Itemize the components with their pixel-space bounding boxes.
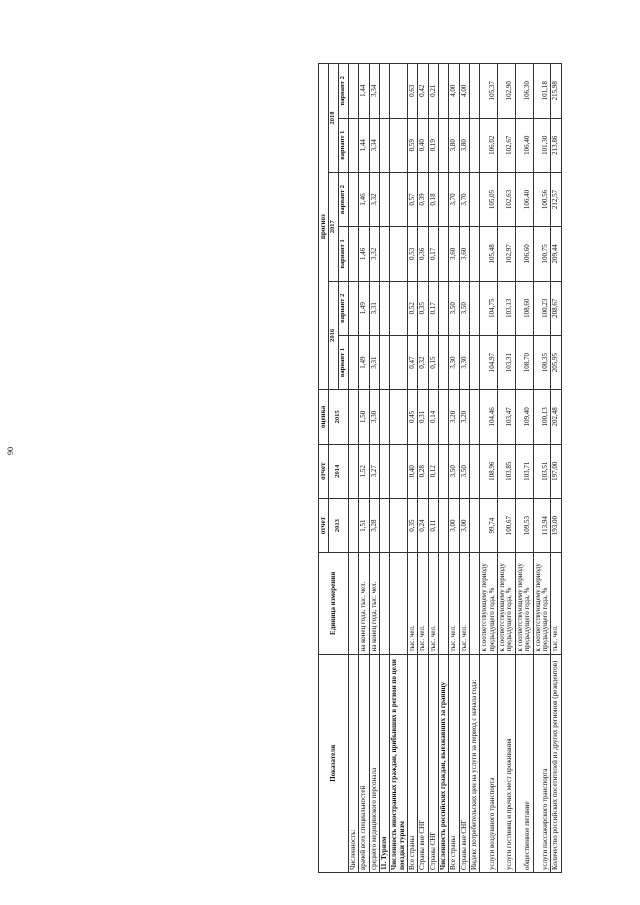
value-cell: 0,47 [408,335,418,389]
value-cell [380,281,390,335]
value-cell [380,172,390,226]
value-cell [439,444,449,498]
row-label: Количество российских посетителей из других регионов (резидентов) [551,654,561,872]
value-cell: 3,20 [459,390,469,444]
row-unit: на конец года, тыс. чел. [359,553,369,654]
row-label: общественное питание [515,654,533,872]
value-cell: 1,49 [359,335,369,389]
value-cell [380,390,390,444]
value-cell: 0,45 [408,390,418,444]
variant-2: вариант 2 [339,64,349,119]
value-cell: 102,90 [498,64,516,119]
value-cell: 1,44 [359,118,369,172]
value-cell [439,172,449,226]
row-label: Численность: [348,654,358,872]
variant-2: вариант 2 [339,281,349,335]
value-cell: 0,14 [428,390,438,444]
value-cell: 3,60 [459,227,469,281]
value-cell: 4,00 [459,64,469,119]
value-cell: 103,51 [533,444,551,498]
row-label: Все страны [449,654,459,872]
row-unit [390,553,408,654]
row-unit: тыс. чел. [449,553,459,654]
data-table [318,63,562,873]
value-cell: 1,52 [359,444,369,498]
value-cell: 103,85 [498,444,516,498]
value-cell: 0,35 [408,498,418,552]
value-cell: 106,40 [515,172,533,226]
value-cell: 3,28 [369,498,379,552]
value-cell: 4,00 [449,64,459,119]
value-cell: 0,24 [418,498,428,552]
value-cell: 109,40 [515,390,533,444]
value-cell [390,227,408,281]
value-cell: 0,42 [418,64,428,119]
year-2014: 2014 [329,444,349,498]
value-cell: 0,28 [418,444,428,498]
value-cell [380,64,390,119]
value-cell: 3,30 [459,335,469,389]
table-row [449,64,459,873]
variant-1: вариант 1 [339,118,349,172]
row-unit: тыс. чел. [418,553,428,654]
row-unit: тыс. чел. [408,553,418,654]
value-cell [470,444,480,498]
value-cell [348,172,358,226]
row-label: Все страны [408,654,418,872]
value-cell: 1,51 [359,498,369,552]
value-cell [439,64,449,119]
value-cell [380,335,390,389]
value-cell [439,335,449,389]
value-cell [470,281,480,335]
value-cell: 103,13 [498,281,516,335]
row-label: услуги пассажирского транспорта [533,654,551,872]
value-cell: 0,36 [418,227,428,281]
value-cell: 0,52 [408,281,418,335]
value-cell: 0,21 [428,64,438,119]
value-cell: 3,00 [449,498,459,552]
value-cell [348,227,358,281]
value-cell: 0,35 [418,281,428,335]
row-label: Страны вне СНГ [418,654,428,872]
value-cell: 106,30 [515,64,533,119]
value-cell: 3,50 [449,444,459,498]
year-2013: 2013 [329,498,349,552]
value-cell: 209,44 [551,227,561,281]
value-cell: 212,57 [551,172,561,226]
value-cell: 3,50 [459,281,469,335]
value-cell: 0,57 [408,172,418,226]
value-cell: 104,75 [480,281,498,335]
row-unit: к соответствующему периоду предыдущего года, % [515,553,533,654]
value-cell: 101,18 [533,64,551,119]
value-cell: 105,37 [480,64,498,119]
table-row [470,64,480,873]
table-row [439,64,449,873]
value-cell: 3,31 [369,281,379,335]
value-cell [390,390,408,444]
indicators-header: Показатели [319,654,349,872]
value-cell [348,281,358,335]
value-cell: 0,11 [428,498,438,552]
value-cell [470,64,480,119]
row-label: 11. Туризм [380,654,390,872]
year-2018: 2018 [329,64,339,173]
value-cell: 105,05 [480,172,498,226]
value-cell [439,118,449,172]
table-row [480,64,498,873]
value-cell: 101,30 [533,118,551,172]
value-cell [390,172,408,226]
value-cell: 0,12 [428,444,438,498]
value-cell [348,390,358,444]
variant-2: вариант 2 [339,172,349,226]
value-cell [390,498,408,552]
table-row [390,64,408,873]
year-2017: 2017 [329,172,339,281]
row-unit: к соответствующему периоду предыдущего года, % [533,553,551,654]
value-cell [380,227,390,281]
value-cell: 1,46 [359,172,369,226]
row-label: Численность российских граждан, выезжавших за границу [439,654,449,872]
value-cell: 3,50 [459,444,469,498]
value-cell: 0,17 [428,281,438,335]
value-cell: 0,40 [408,444,418,498]
row-unit [439,553,449,654]
value-cell: 197,00 [551,444,561,498]
row-label: услуги воздушного транспорта [480,654,498,872]
value-cell: 3,00 [459,498,469,552]
table-row [533,64,551,873]
value-cell: 106,60 [515,227,533,281]
table-row [369,64,379,873]
row-label: услуги гостиниц и прочих мест проживания [498,654,516,872]
value-cell [348,64,358,119]
value-cell: 3,27 [369,444,379,498]
value-cell [439,390,449,444]
row-label: Страны вне СНГ [459,654,469,872]
value-cell: 3,31 [369,335,379,389]
value-cell: 215,98 [551,64,561,119]
row-unit: тыс. чел. [551,553,561,654]
estimate-header: оценка [319,390,329,444]
value-cell: 113,94 [533,498,551,552]
value-cell [348,118,358,172]
value-cell: 106,40 [515,118,533,172]
value-cell [390,444,408,498]
table-row [359,64,369,873]
row-label: Индекс потребительских цен на услуги за период с начала года: [470,654,480,872]
value-cell [439,227,449,281]
value-cell [380,498,390,552]
value-cell: 103,71 [515,444,533,498]
value-cell [470,227,480,281]
table-row [380,64,390,873]
value-cell [439,498,449,552]
value-cell: 0,15 [428,335,438,389]
value-cell: 1,46 [359,227,369,281]
value-cell: 100,56 [533,172,551,226]
value-cell: 0,40 [418,118,428,172]
forecast-header: прогноз [319,64,329,390]
value-cell: 3,32 [369,172,379,226]
value-cell [470,118,480,172]
report-header: отчет [319,444,329,498]
row-label: среднего медицинского персонала [369,654,379,872]
value-cell: 3,30 [449,335,459,389]
table-row [418,64,428,873]
year-2015: 2015 [329,390,349,444]
value-cell: 0,17 [428,227,438,281]
row-unit: на конец года, тыс. чел. [369,553,379,654]
value-cell [470,390,480,444]
table-row [428,64,438,873]
value-cell: 202,48 [551,390,561,444]
value-cell [390,64,408,119]
table-row [348,64,358,873]
table-body [348,64,561,873]
value-cell [348,498,358,552]
value-cell: 3,34 [369,64,379,119]
table-row [408,64,418,873]
value-cell [470,172,480,226]
row-unit: к соответствующему периоду предыдущего года, % [498,553,516,654]
value-cell: 102,67 [498,118,516,172]
value-cell: 100,75 [533,227,551,281]
value-cell: 100,23 [533,281,551,335]
value-cell: 108,70 [515,335,533,389]
value-cell: 0,63 [408,64,418,119]
row-label: врачей всех специальностей [359,654,369,872]
row-label: Страны СНГ [428,654,438,872]
row-unit: к соответствующему периоду предыдущего года, % [480,553,498,654]
value-cell [380,118,390,172]
value-cell: 3,60 [449,227,459,281]
value-cell: 104,46 [480,390,498,444]
variant-1: вариант 1 [339,227,349,281]
table-row [498,64,516,873]
value-cell: 102,63 [498,172,516,226]
value-cell: 3,34 [369,118,379,172]
row-unit: тыс. чел. [428,553,438,654]
table-row [551,64,561,873]
value-cell [390,335,408,389]
value-cell: 100,35 [533,335,551,389]
value-cell: 0,39 [418,172,428,226]
report-header: отчет [319,498,329,552]
value-cell: 0,59 [408,118,418,172]
value-cell: 1,50 [359,390,369,444]
value-cell: 205,95 [551,335,561,389]
value-cell: 0,32 [418,335,428,389]
value-cell [348,335,358,389]
value-cell: 3,32 [369,227,379,281]
value-cell: 0,19 [428,118,438,172]
value-cell: 103,47 [498,390,516,444]
unit-header: Единица измерения [319,553,349,654]
value-cell: 1,49 [359,281,369,335]
value-cell: 103,31 [498,335,516,389]
variant-1: вариант 1 [339,335,349,389]
year-2016: 2016 [329,281,339,390]
value-cell [348,444,358,498]
value-cell: 108,60 [515,281,533,335]
value-cell [380,444,390,498]
value-cell: 213,86 [551,118,561,172]
value-cell: 102,97 [498,227,516,281]
value-cell: 1,44 [359,64,369,119]
row-unit [348,553,358,654]
value-cell [439,281,449,335]
row-unit: тыс. чел. [459,553,469,654]
rotated-table-container [318,63,562,873]
value-cell: 0,18 [428,172,438,226]
value-cell: 3,50 [449,281,459,335]
value-cell [470,335,480,389]
row-unit [380,553,390,654]
value-cell: 3,70 [459,172,469,226]
value-cell: 106,02 [480,118,498,172]
value-cell: 0,53 [408,227,418,281]
value-cell: 3,30 [369,390,379,444]
value-cell: 109,53 [515,498,533,552]
value-cell: 100,67 [498,498,516,552]
value-cell: 99,74 [480,498,498,552]
table-row [515,64,533,873]
table-row [459,64,469,873]
value-cell [470,498,480,552]
value-cell: 108,96 [480,444,498,498]
value-cell: 193,00 [551,498,561,552]
value-cell: 3,80 [449,118,459,172]
value-cell: 3,70 [449,172,459,226]
value-cell: 208,67 [551,281,561,335]
row-label: Численность иностранных граждан, прибывших в регион по цели поездки туризм [390,654,408,872]
value-cell: 100,13 [533,390,551,444]
value-cell: 3,80 [459,118,469,172]
page-number: 90 [6,447,15,455]
value-cell: 0,31 [418,390,428,444]
value-cell [390,118,408,172]
value-cell: 104,97 [480,335,498,389]
value-cell: 105,48 [480,227,498,281]
value-cell [390,281,408,335]
row-unit [470,553,480,654]
value-cell: 3,20 [449,390,459,444]
